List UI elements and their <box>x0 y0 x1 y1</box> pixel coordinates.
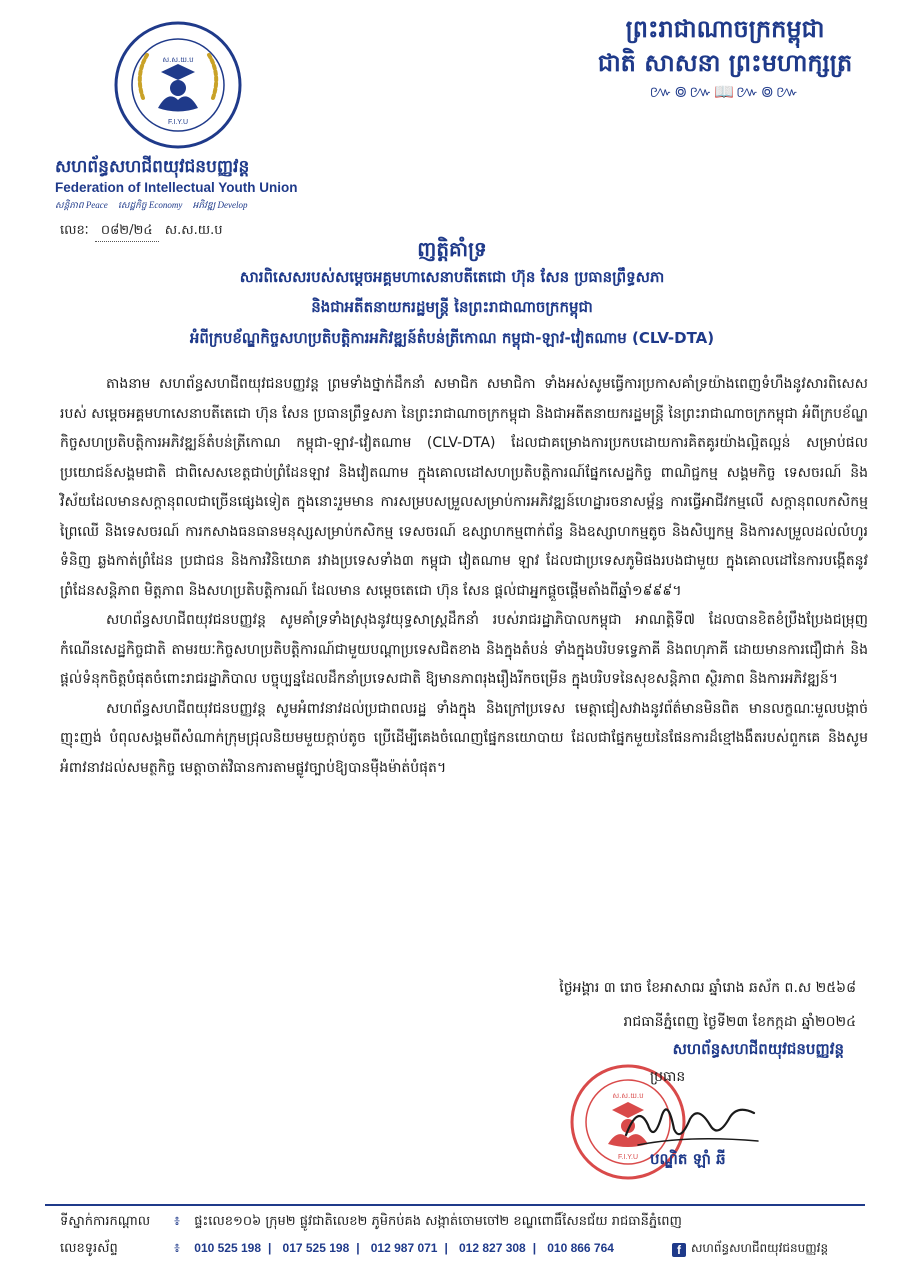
org-logo <box>113 20 243 150</box>
signatory-name: បណ្ឌិត ឡាំ ឆី <box>650 1150 726 1168</box>
colon: ៖ <box>174 1214 180 1229</box>
handwritten-signature <box>618 1095 768 1155</box>
paragraph-2: សហព័ន្ធសហជីពយុវជនបញ្ញវន្ត សូមគាំទ្រទាំងស្រុងនូវយុទ្ធសាស្ត្រដឹកនាំ របស់រាជរដ្ឋាភិបាលកម្ពុជា អាណត្តិទី៧ ដែលបានខិតខំប្រឹងប្រែងជម្រុញកំណើនសេដ្ឋកិច្ចជាតិ តាមរយៈកិច្ចសហប្រតិបត្តិការណ៍ជាមួយបណ្តាប្រទេសជិតខាង និងក្នុងតំបន់ ទាំងក្នុងបរិបទទ្វេភាគី និងពហុភាគី ដោយមានការជឿជាក់ និងផ្តល់ទំនុកចិត្តបំផុតចំពោះរាជរដ្ឋាភិបាល បច្ចុប្បន្នដែលដឹកនាំប្រទេសជាតិ ឱ្យមានភាពរុងរឿងរីកចម្រើន ក្នុងបរិបទនៃសុខសន្តិភាព ស្ថិរភាព និងការអភិវឌ្ឍន៍។ <box>60 612 868 687</box>
facebook-link[interactable] <box>672 1240 828 1258</box>
phone-1[interactable]: 010 525 198 <box>194 1241 262 1255</box>
place-date: រាជធានីភ្នំពេញ ថ្ងៃទី២៣ ខែកក្កដា ឆ្នាំ២០២៤ <box>623 1014 856 1030</box>
subtitle-line2: និងជាអតីតនាយករដ្ឋមន្ត្រី នៃព្រះរាជាណាចក្រកម្ពុជា <box>311 298 593 316</box>
kingdom-line2: ជាតិ សាសនា ព្រះមហាក្សត្រ <box>597 49 853 77</box>
colon: ៖ <box>174 1241 180 1256</box>
org-name-kh: សហព័ន្ធសហជីពយុវជនបញ្ញវន្ត <box>55 157 250 177</box>
subtitle-line3: អំពីក្របខ័ណ្ឌកិច្ចសហប្រតិបត្តិការអភិវឌ្ឍន៍តំបន់ត្រីកោណ កម្ពុជា-ឡាវ-វៀតណាម (CLV-DTA) <box>189 329 715 347</box>
logo-initials-kh: ស.ស.យ.ប <box>162 56 194 64</box>
address-label: ទីស្នាក់ការកណ្តាល <box>60 1214 151 1229</box>
motto-peace: សន្តិភាព Peace <box>55 200 108 210</box>
logo-initials-en: F.I.Y.U <box>167 119 189 126</box>
facebook-page-name: សហព័ន្ធសហជីពយុវជនបញ្ញវន្ត <box>691 1241 829 1255</box>
ref-suffix: ស.ស.យ.ប <box>164 223 223 238</box>
subtitle-line1: សារពិសេសរបស់សម្តេចអគ្គមហាសេនាបតីតេជោ ហ៊ុន សែន ប្រធានព្រឹទ្ធសភា <box>239 268 665 286</box>
document-title: ញត្តិគាំទ្រ <box>417 237 487 261</box>
footer-divider <box>45 1204 865 1206</box>
stamp-initials-en: F.I.Y.U <box>617 1154 639 1161</box>
lunar-date: ថ្ងៃអង្គារ ៣ រោច ខែអាសាឍ ឆ្នាំរោង ឆស័ក ព.ស ២៥៦៨ <box>559 980 856 996</box>
motto-economy: សេដ្ឋកិច្ច Economy <box>118 200 183 210</box>
phone-list: 010 525 198 | 017 525 198 | 012 987 071 | 012 827 308 | 010 866 764 <box>194 1241 614 1255</box>
phone-3[interactable]: 012 987 071 <box>370 1241 438 1255</box>
facebook-icon: f <box>672 1243 686 1257</box>
motto-develop: អភិវឌ្ឍ Develop <box>192 200 248 210</box>
phone-2[interactable]: 017 525 198 <box>282 1241 350 1255</box>
org-motto <box>55 200 305 213</box>
phone-label: លេខទូរស័ព្ទ <box>60 1241 118 1256</box>
address-text: ផ្ទះលេខ១០៦ ក្រុម២ ផ្លូវជាតិលេខ២ ភូមិកប់គង សង្កាត់ចោមចៅ២ ខណ្ឌពោធិ៍សែនជ័យ រាជធានីភ្នំពេញ <box>194 1214 682 1229</box>
body-text <box>60 370 868 783</box>
signatory-org: សហព័ន្ធសហជីពយុវជនបញ្ញវន្ត <box>672 1040 844 1058</box>
phone-4[interactable]: 012 827 308 <box>458 1241 526 1255</box>
footer-address-row <box>60 1213 682 1232</box>
kingdom-line1: ព្រះរាជាណាចក្រកម្ពុជា <box>625 15 825 43</box>
ornament: ៚៙៚📖៚៙៚ <box>649 82 801 101</box>
phone-5[interactable]: 010 866 764 <box>547 1241 614 1255</box>
signatory-role: ប្រធាន <box>650 1069 686 1085</box>
paragraph-1: តាងនាម សហព័ន្ធសហជីពយុវជនបញ្ញវន្ត ព្រមទាំងថ្នាក់ដឹកនាំ សមាជិក សមាជិកា ទាំងអស់សូមធ្វើការប្រកាសគាំទ្រយ៉ាងពេញទំហឹងនូវសារពិសេស របស់ សម្តេចអគ្គមហាសេនាបតីតេជោ ហ៊ុន សែន ប្រធានព្រឹទ្ធសភា នៃព្រះរាជាណាចក្រកម្ពុជា និងជាអតីតនាយករដ្ឋមន្ត្រី នៃព្រះរាជាណាចក្រកម្ពុជា អំពីក្របខ័ណ្ឌកិច្ចសហប្រតិបត្តិការអភិវឌ្ឍន៍តំបន់ត្រីកោណ កម្ពុជា-ឡាវ-វៀតណាម (CLV-DTA) ដែលជាគម្រោងការប្រកបដោយការគិតគូរយ៉ាងល្អិតល្អន់ សម្រាប់ផលប្រយោជន៍សង្គមជាតិ ជាពិសេសខេត្តជាប់ព្រំដែនឡាវ និងវៀតណាម ក្នុងគោលដៅសហប្រតិបត្តិការណ៍ផ្នែកសេដ្ឋកិច្ច ពាណិជ្ជកម្ម សង្គមកិច្ច ទេសចរណ៍ និងវិស័យដែលមានសក្តានុពលជាច្រើនផ្សេងទៀត ក្នុងនោះរួមមាន ការសម្របសម្រួលសម្រាប់ការអភិវឌ្ឍន៍ហេដ្ឋារចនាសម្ព័ន្ធ ការធ្វើអាជីវកម្មលើ សក្តានុពលកសិកម្ម ព្រៃឈើ និងទេសចរណ៍ ការកសាងធនធានមនុស្សសម្រាប់កសិកម្ម ទេសចរណ៍ ឧស្សាហកម្មពាក់ព័ន្ធ និងឧស្សាហកម្មតូច និងសិប្បកម្ម និងការសម្រួលដល់លំហូរទំនិញ ឆ្លងកាត់ព្រំដែន ប្រជាជន និងការវិនិយោគ រវាងប្រទេសទាំង៣ កម្ពុជា វៀតណាម ឡាវ ដែលជាប្រទេសភូមិផងរបងជាមួយ ក្នុងគោលដៅនៃការបង្កើតនូវព្រំដែនសន្តិភាព មិត្តភាព និងសហប្រតិបត្តិការណ៍ ដែលមាន សម្តេចតេជោ ហ៊ុន សែន ផ្តល់ជាអ្នកផ្តួចផ្តើមតាំងពីឆ្នាំ១៩៩៩។ <box>60 376 868 599</box>
paragraph-3: សហព័ន្ធសហជីពយុវជនបញ្ញវន្ត សូមអំពាវនាវដល់ប្រជាពលរដ្ឋ ទាំងក្នុង និងក្រៅប្រទេស មេត្តាជៀសវាងនូវព័ត៌មានមិនពិត មានលក្ខណៈមួលបង្កាច់ ញុះញង់ បំពុលសង្គមពីសំណាក់ក្រុមជ្រុលនិយមមួយក្តាប់តូច ប្រើដើម្បីគេងចំណេញផ្នែកនយោបាយ ដែលជាផ្នែកមួយនៃផែនការដ៏ខ្មៅងងឹតរបស់ពួកគេ និងសូមអំពាវនាវដល់សមត្ថកិច្ច មេត្តាចាត់វិធានការតាមផ្លូវច្បាប់ឱ្យបានម៉ឺងម៉ាត់បំផុត។ <box>60 700 868 776</box>
kingdom-heading <box>565 12 885 104</box>
ref-label: លេខៈ <box>60 223 89 238</box>
org-name-en: Federation of Intellectual Youth Union <box>55 180 298 195</box>
stamp-initials-kh: ស.ស.យ.ប <box>612 1092 644 1100</box>
ref-number: ០៨២/២៤ <box>95 222 159 242</box>
footer-phone-row <box>60 1240 614 1259</box>
